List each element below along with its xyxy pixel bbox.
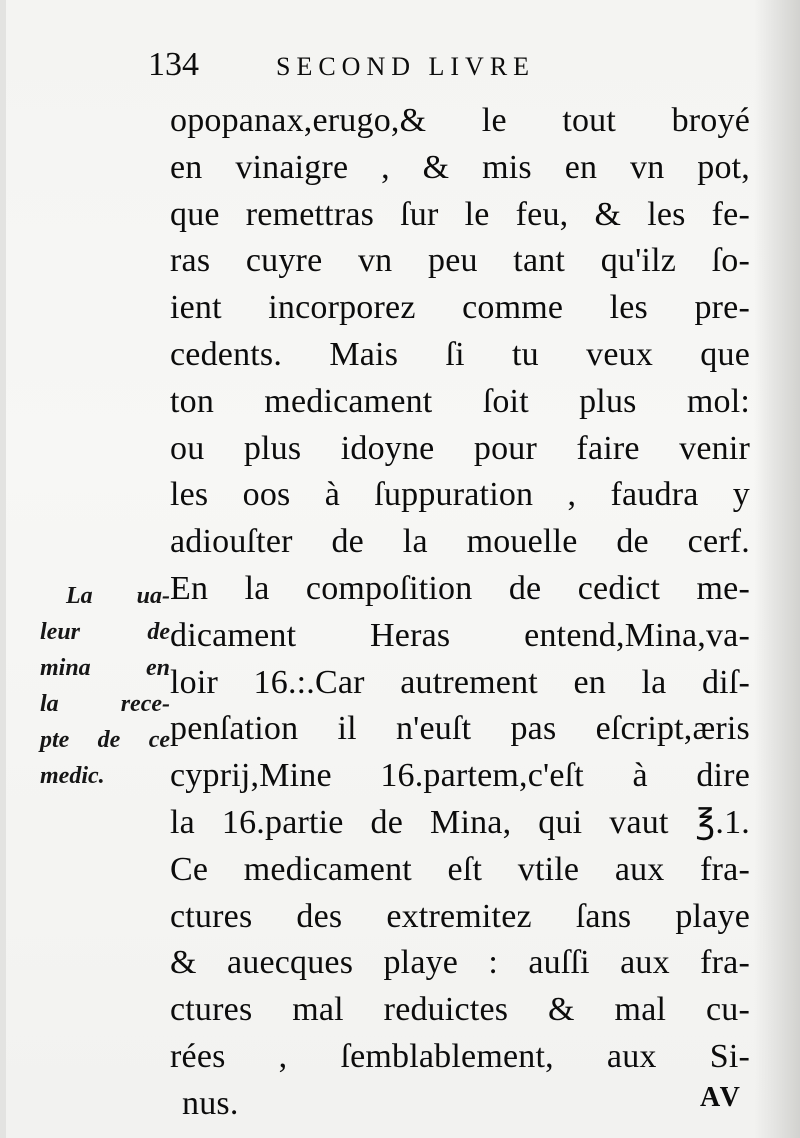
margin-note-line: la rece-: [40, 691, 170, 717]
margin-note: [40, 578, 170, 794]
text-line: ras cuyre vn peu tant qu'ilz ſo-: [170, 242, 750, 280]
text-line: dicament Heras entend,Mina,va-: [170, 616, 750, 654]
body-text: [170, 98, 750, 1128]
text-line: en vinaigre , & mis en vn pot,: [170, 148, 750, 186]
text-line: loir 16.:.Car autrement en la diſ-: [170, 663, 750, 701]
text-line: ctures mal reduictes & mal cu-: [170, 991, 750, 1029]
text-line: opopanax,erugo,& le tout broyé: [170, 102, 750, 139]
text-line: & auecques playe : auſſi aux fra-: [170, 944, 750, 982]
running-head: [148, 40, 668, 90]
margin-note-line: leur de: [40, 619, 170, 645]
running-title: SECOND LIVRE: [276, 52, 536, 81]
text-line: ton medicament ſoit plus mol:: [170, 382, 750, 420]
margin-note-line: pte de ce: [40, 727, 170, 753]
text-line: rées , ſemblablement, aux Si-: [170, 1037, 750, 1075]
text-line: ou plus idoyne pour faire venir: [170, 429, 750, 467]
text-line: adiouſter de la mouelle de cerf.: [170, 523, 750, 561]
margin-note-line: medic.: [40, 763, 105, 789]
text-line: nus.: [182, 1084, 239, 1122]
page-number: 134: [148, 46, 199, 83]
text-line: ctures des extremitez ſans playe: [170, 897, 750, 935]
margin-note-line: La ua-: [66, 583, 170, 609]
text-line: ient incorporez comme les pre-: [170, 289, 750, 327]
page-gutter-shadow: [754, 0, 800, 1138]
text-line: cyprij,Mine 16.partem,c'eſt à dire: [170, 757, 750, 795]
text-line: En la compoſition de cedict me-: [170, 569, 750, 607]
text-line: cedents. Mais ſi tu veux que: [170, 335, 750, 373]
text-line: penſation il n'euſt pas eſcript,æris: [170, 710, 750, 748]
text-line: la 16.partie de Mina, qui vaut ℥.1.: [170, 803, 750, 841]
text-line: Ce medicament eſt vtile aux fra-: [170, 850, 750, 888]
page-left-edge: [0, 0, 6, 1138]
text-line: les oos à ſuppuration , faudra y: [170, 476, 750, 514]
margin-note-line: mina en: [40, 655, 170, 681]
text-line: que remettras ſur le feu, & les fe-: [170, 195, 750, 233]
catchword: AV: [700, 1082, 743, 1113]
